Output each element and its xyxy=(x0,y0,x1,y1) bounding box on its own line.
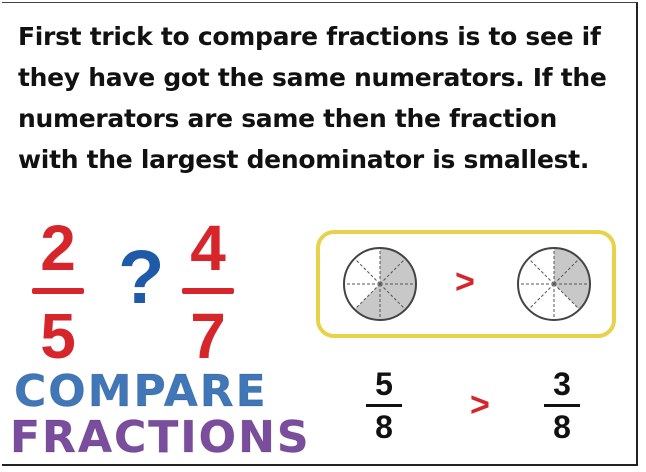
example-left-denominator: 5 xyxy=(40,300,76,372)
example-left-fraction-bar xyxy=(32,288,84,294)
example-right-fraction-bar xyxy=(182,288,234,294)
example-right-numerator: 4 xyxy=(190,212,226,284)
comparison-right-denominator: 8 xyxy=(553,409,571,445)
example-left-numerator: 2 xyxy=(40,212,76,284)
comparison-left-fraction-bar xyxy=(366,404,402,407)
example-fraction-left xyxy=(28,212,88,372)
greater-than-symbol-bottom: > xyxy=(470,386,490,424)
example-fraction-right xyxy=(178,212,238,372)
question-mark: ? xyxy=(118,235,165,320)
title-fractions: FRACTIONS xyxy=(10,412,311,463)
pie-circle-right xyxy=(514,244,594,324)
comparison-left-numerator: 5 xyxy=(375,366,393,402)
pie-circle-left xyxy=(340,244,420,324)
greater-than-symbol-top: > xyxy=(455,263,475,301)
comparison-fraction-right xyxy=(542,368,582,443)
title-compare: COMPARE xyxy=(14,366,268,417)
example-right-denominator: 7 xyxy=(190,300,226,372)
comparison-right-fraction-bar xyxy=(544,404,580,407)
comparison-left-denominator: 8 xyxy=(375,409,393,445)
comparison-fraction-left xyxy=(364,368,404,443)
intro-text: First trick to compare fractions is to see if they have got the same numerators. If the numerators are same then the fraction with the largest denominator is smallest. xyxy=(18,22,607,174)
comparison-right-numerator: 3 xyxy=(553,366,571,402)
